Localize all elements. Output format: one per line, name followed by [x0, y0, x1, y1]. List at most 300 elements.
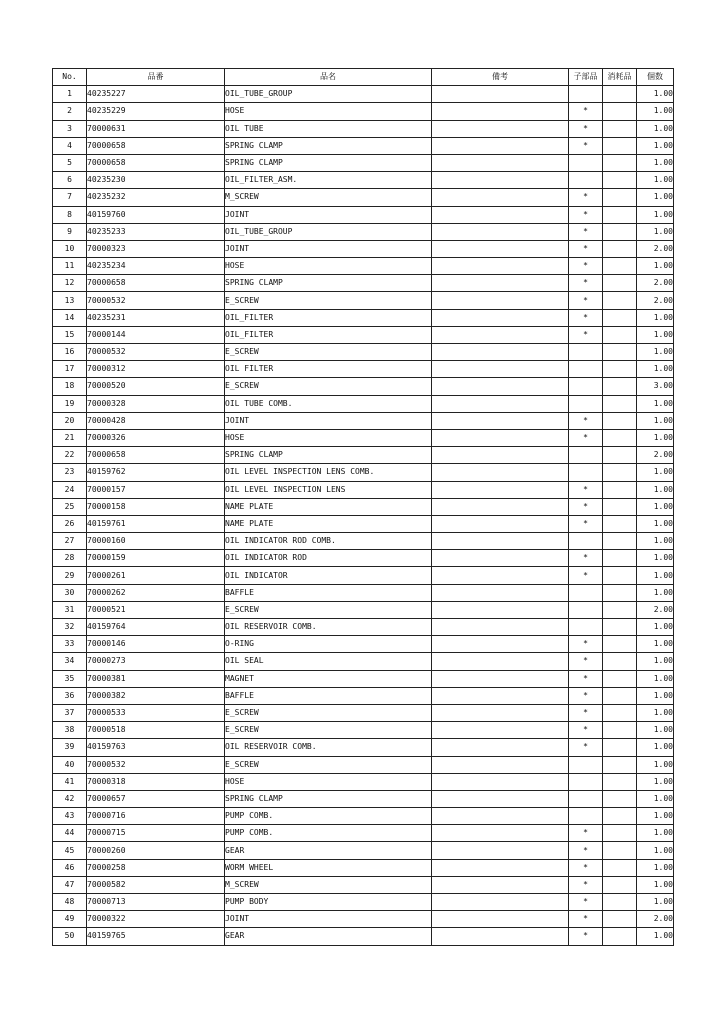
cell-quantity: 1.00: [637, 154, 674, 171]
table-row: [53, 172, 674, 189]
cell-part-name: E_SCREW: [225, 722, 432, 739]
cell-remarks: [432, 842, 569, 859]
table-row: [53, 292, 674, 309]
cell-remarks: [432, 103, 569, 120]
cell-remarks: [432, 825, 569, 842]
cell-no: 48: [53, 894, 87, 911]
cell-no: 9: [53, 223, 87, 240]
cell-quantity: 2.00: [637, 275, 674, 292]
cell-part-number: 70000328: [87, 395, 225, 412]
cell-consumable: [603, 223, 637, 240]
cell-part-name: E_SCREW: [225, 756, 432, 773]
table-row: [53, 756, 674, 773]
cell-sub-part: *: [569, 704, 603, 721]
cell-no: 44: [53, 825, 87, 842]
cell-part-number: 70000322: [87, 911, 225, 928]
cell-part-name: WORM WHEEL: [225, 859, 432, 876]
table-row: [53, 103, 674, 120]
cell-part-number: 70000582: [87, 876, 225, 893]
cell-consumable: [603, 515, 637, 532]
table-row: [53, 636, 674, 653]
cell-sub-part: [569, 464, 603, 481]
cell-remarks: [432, 154, 569, 171]
header-part-name: 品名: [225, 69, 432, 86]
cell-part-name: HOSE: [225, 258, 432, 275]
cell-sub-part: [569, 361, 603, 378]
table-row: [53, 412, 674, 429]
table-row: [53, 344, 674, 361]
cell-part-number: 40159763: [87, 739, 225, 756]
table-row: [53, 584, 674, 601]
cell-remarks: [432, 206, 569, 223]
cell-consumable: [603, 756, 637, 773]
cell-consumable: [603, 601, 637, 618]
cell-remarks: [432, 86, 569, 103]
cell-part-number: 70000382: [87, 687, 225, 704]
cell-part-name: OIL RESERVOIR COMB.: [225, 619, 432, 636]
cell-remarks: [432, 928, 569, 945]
parts-list-table: [52, 68, 674, 946]
cell-sub-part: *: [569, 859, 603, 876]
table-row: [53, 722, 674, 739]
table-row: [53, 550, 674, 567]
table-row: [53, 773, 674, 790]
cell-consumable: [603, 412, 637, 429]
cell-part-name: HOSE: [225, 429, 432, 446]
cell-part-number: 70000532: [87, 756, 225, 773]
cell-part-number: 70000716: [87, 808, 225, 825]
cell-quantity: 1.00: [637, 550, 674, 567]
cell-remarks: [432, 429, 569, 446]
cell-remarks: [432, 172, 569, 189]
cell-part-number: 70000533: [87, 704, 225, 721]
cell-consumable: [603, 378, 637, 395]
cell-part-number: 70000631: [87, 120, 225, 137]
cell-no: 49: [53, 911, 87, 928]
cell-sub-part: [569, 756, 603, 773]
cell-sub-part: [569, 619, 603, 636]
cell-part-number: 40159762: [87, 464, 225, 481]
cell-no: 31: [53, 601, 87, 618]
cell-no: 6: [53, 172, 87, 189]
cell-no: 17: [53, 361, 87, 378]
cell-no: 16: [53, 344, 87, 361]
cell-quantity: 1.00: [637, 120, 674, 137]
cell-part-number: 70000160: [87, 533, 225, 550]
cell-consumable: [603, 429, 637, 446]
cell-part-number: 40159764: [87, 619, 225, 636]
cell-part-number: 70000318: [87, 773, 225, 790]
cell-no: 33: [53, 636, 87, 653]
cell-no: 8: [53, 206, 87, 223]
cell-part-name: OIL INDICATOR ROD: [225, 550, 432, 567]
cell-no: 28: [53, 550, 87, 567]
cell-consumable: [603, 292, 637, 309]
table-row: [53, 859, 674, 876]
cell-sub-part: *: [569, 722, 603, 739]
cell-part-name: PUMP BODY: [225, 894, 432, 911]
cell-no: 11: [53, 258, 87, 275]
cell-sub-part: [569, 344, 603, 361]
header-sub-part: 子部品: [569, 69, 603, 86]
cell-part-number: 70000715: [87, 825, 225, 842]
cell-quantity: 1.00: [637, 739, 674, 756]
cell-quantity: 2.00: [637, 240, 674, 257]
cell-sub-part: *: [569, 206, 603, 223]
table-header-row: [53, 69, 674, 86]
cell-part-number: 70000159: [87, 550, 225, 567]
cell-quantity: 1.00: [637, 172, 674, 189]
cell-sub-part: *: [569, 189, 603, 206]
cell-quantity: 1.00: [637, 189, 674, 206]
cell-sub-part: [569, 154, 603, 171]
cell-part-number: 70000658: [87, 154, 225, 171]
cell-no: 2: [53, 103, 87, 120]
cell-quantity: 1.00: [637, 808, 674, 825]
table-row: [53, 447, 674, 464]
cell-consumable: [603, 687, 637, 704]
cell-part-name: PUMP COMB.: [225, 825, 432, 842]
cell-remarks: [432, 773, 569, 790]
cell-remarks: [432, 739, 569, 756]
cell-part-name: SPRING CLAMP: [225, 275, 432, 292]
cell-no: 34: [53, 653, 87, 670]
cell-part-name: NAME PLATE: [225, 515, 432, 532]
cell-part-number: 70000658: [87, 275, 225, 292]
cell-consumable: [603, 240, 637, 257]
table-row: [53, 361, 674, 378]
cell-consumable: [603, 137, 637, 154]
cell-no: 36: [53, 687, 87, 704]
table-row: [53, 326, 674, 343]
cell-consumable: [603, 859, 637, 876]
cell-remarks: [432, 344, 569, 361]
cell-sub-part: [569, 86, 603, 103]
cell-sub-part: *: [569, 842, 603, 859]
cell-remarks: [432, 911, 569, 928]
cell-quantity: 1.00: [637, 533, 674, 550]
cell-remarks: [432, 619, 569, 636]
cell-remarks: [432, 790, 569, 807]
cell-quantity: 1.00: [637, 206, 674, 223]
table-row: [53, 137, 674, 154]
cell-no: 39: [53, 739, 87, 756]
cell-no: 10: [53, 240, 87, 257]
cell-remarks: [432, 120, 569, 137]
cell-consumable: [603, 808, 637, 825]
cell-quantity: 1.00: [637, 361, 674, 378]
cell-sub-part: *: [569, 309, 603, 326]
table-row: [53, 240, 674, 257]
cell-consumable: [603, 704, 637, 721]
table-row: [53, 739, 674, 756]
cell-part-number: 70000657: [87, 790, 225, 807]
cell-part-number: 70000323: [87, 240, 225, 257]
table-row: [53, 275, 674, 292]
cell-sub-part: *: [569, 687, 603, 704]
cell-consumable: [603, 447, 637, 464]
cell-part-name: M_SCREW: [225, 189, 432, 206]
header-consumable: 消耗品: [603, 69, 637, 86]
table-row: [53, 154, 674, 171]
cell-sub-part: *: [569, 739, 603, 756]
cell-sub-part: [569, 790, 603, 807]
cell-part-name: GEAR: [225, 928, 432, 945]
cell-no: 30: [53, 584, 87, 601]
cell-consumable: [603, 309, 637, 326]
cell-consumable: [603, 653, 637, 670]
cell-no: 37: [53, 704, 87, 721]
cell-no: 50: [53, 928, 87, 945]
cell-quantity: 1.00: [637, 137, 674, 154]
cell-remarks: [432, 292, 569, 309]
cell-sub-part: *: [569, 103, 603, 120]
cell-consumable: [603, 790, 637, 807]
cell-part-number: 70000428: [87, 412, 225, 429]
table-row: [53, 876, 674, 893]
cell-sub-part: *: [569, 292, 603, 309]
cell-quantity: 1.00: [637, 928, 674, 945]
cell-consumable: [603, 567, 637, 584]
cell-part-name: JOINT: [225, 911, 432, 928]
cell-quantity: 1.00: [637, 223, 674, 240]
cell-no: 21: [53, 429, 87, 446]
cell-part-number: 70000658: [87, 137, 225, 154]
cell-sub-part: *: [569, 275, 603, 292]
cell-sub-part: *: [569, 429, 603, 446]
cell-remarks: [432, 395, 569, 412]
cell-part-number: 70000520: [87, 378, 225, 395]
cell-sub-part: *: [569, 258, 603, 275]
cell-part-number: 70000312: [87, 361, 225, 378]
cell-part-number: 70000713: [87, 894, 225, 911]
table-row: [53, 808, 674, 825]
cell-sub-part: *: [569, 326, 603, 343]
cell-part-number: 40235232: [87, 189, 225, 206]
cell-sub-part: [569, 808, 603, 825]
cell-remarks: [432, 722, 569, 739]
cell-part-name: OIL INDICATOR: [225, 567, 432, 584]
cell-quantity: 1.00: [637, 464, 674, 481]
cell-sub-part: *: [569, 825, 603, 842]
cell-remarks: [432, 670, 569, 687]
cell-quantity: 1.00: [637, 670, 674, 687]
cell-sub-part: *: [569, 653, 603, 670]
cell-part-number: 70000658: [87, 447, 225, 464]
cell-part-name: OIL INDICATOR ROD COMB.: [225, 533, 432, 550]
cell-no: 45: [53, 842, 87, 859]
cell-remarks: [432, 378, 569, 395]
cell-consumable: [603, 464, 637, 481]
cell-sub-part: [569, 584, 603, 601]
cell-no: 23: [53, 464, 87, 481]
cell-sub-part: *: [569, 498, 603, 515]
cell-no: 1: [53, 86, 87, 103]
cell-sub-part: *: [569, 911, 603, 928]
cell-no: 35: [53, 670, 87, 687]
cell-quantity: 1.00: [637, 515, 674, 532]
cell-part-name: OIL_FILTER: [225, 309, 432, 326]
cell-sub-part: [569, 395, 603, 412]
table-row: [53, 309, 674, 326]
cell-quantity: 1.00: [637, 258, 674, 275]
cell-remarks: [432, 584, 569, 601]
cell-part-number: 40235230: [87, 172, 225, 189]
cell-quantity: 2.00: [637, 292, 674, 309]
cell-sub-part: *: [569, 876, 603, 893]
cell-sub-part: *: [569, 550, 603, 567]
cell-remarks: [432, 326, 569, 343]
cell-part-number: 40159760: [87, 206, 225, 223]
cell-no: 12: [53, 275, 87, 292]
table-row: [53, 258, 674, 275]
table-row: [53, 670, 674, 687]
cell-no: 41: [53, 773, 87, 790]
cell-part-name: OIL_TUBE_GROUP: [225, 223, 432, 240]
cell-quantity: 1.00: [637, 859, 674, 876]
cell-part-name: GEAR: [225, 842, 432, 859]
cell-part-name: O-RING: [225, 636, 432, 653]
cell-quantity: 1.00: [637, 687, 674, 704]
cell-part-name: E_SCREW: [225, 292, 432, 309]
cell-quantity: 1.00: [637, 344, 674, 361]
cell-part-name: NAME PLATE: [225, 498, 432, 515]
cell-part-name: OIL TUBE COMB.: [225, 395, 432, 412]
cell-remarks: [432, 567, 569, 584]
cell-part-name: OIL_TUBE_GROUP: [225, 86, 432, 103]
cell-no: 13: [53, 292, 87, 309]
table-row: [53, 567, 674, 584]
cell-remarks: [432, 309, 569, 326]
cell-no: 43: [53, 808, 87, 825]
table-row: [53, 842, 674, 859]
cell-remarks: [432, 687, 569, 704]
cell-quantity: 1.00: [637, 825, 674, 842]
cell-sub-part: *: [569, 515, 603, 532]
cell-quantity: 1.00: [637, 773, 674, 790]
cell-remarks: [432, 361, 569, 378]
table-row: [53, 928, 674, 945]
cell-no: 25: [53, 498, 87, 515]
table-row: [53, 498, 674, 515]
cell-part-name: JOINT: [225, 412, 432, 429]
cell-part-name: M_SCREW: [225, 876, 432, 893]
cell-consumable: [603, 911, 637, 928]
cell-part-number: 40159765: [87, 928, 225, 945]
cell-part-name: OIL_FILTER_ASM.: [225, 172, 432, 189]
cell-no: 42: [53, 790, 87, 807]
cell-remarks: [432, 275, 569, 292]
cell-consumable: [603, 584, 637, 601]
table-row: [53, 429, 674, 446]
cell-part-number: 70000258: [87, 859, 225, 876]
cell-remarks: [432, 756, 569, 773]
cell-quantity: 1.00: [637, 429, 674, 446]
cell-part-number: 70000532: [87, 344, 225, 361]
header-remarks: 備考: [432, 69, 569, 86]
cell-consumable: [603, 842, 637, 859]
cell-part-number: 40235234: [87, 258, 225, 275]
cell-remarks: [432, 876, 569, 893]
cell-consumable: [603, 739, 637, 756]
cell-consumable: [603, 550, 637, 567]
cell-part-number: 70000518: [87, 722, 225, 739]
cell-consumable: [603, 773, 637, 790]
cell-quantity: 1.00: [637, 722, 674, 739]
cell-no: 14: [53, 309, 87, 326]
cell-consumable: [603, 206, 637, 223]
cell-sub-part: [569, 447, 603, 464]
cell-quantity: 1.00: [637, 481, 674, 498]
cell-no: 22: [53, 447, 87, 464]
cell-part-number: 70000146: [87, 636, 225, 653]
cell-no: 46: [53, 859, 87, 876]
cell-part-number: 70000381: [87, 670, 225, 687]
cell-remarks: [432, 601, 569, 618]
table-row: [53, 533, 674, 550]
cell-consumable: [603, 636, 637, 653]
table-row: [53, 378, 674, 395]
cell-part-name: OIL_FILTER: [225, 326, 432, 343]
cell-sub-part: [569, 533, 603, 550]
cell-consumable: [603, 154, 637, 171]
cell-consumable: [603, 670, 637, 687]
header-quantity: 個数: [637, 69, 674, 86]
cell-consumable: [603, 825, 637, 842]
cell-remarks: [432, 859, 569, 876]
table-row: [53, 790, 674, 807]
table-row: [53, 120, 674, 137]
cell-part-number: 70000521: [87, 601, 225, 618]
cell-part-number: 70000262: [87, 584, 225, 601]
header-part-number: 品番: [87, 69, 225, 86]
cell-part-number: 40235227: [87, 86, 225, 103]
cell-no: 3: [53, 120, 87, 137]
cell-part-name: E_SCREW: [225, 378, 432, 395]
cell-remarks: [432, 498, 569, 515]
cell-no: 7: [53, 189, 87, 206]
cell-remarks: [432, 189, 569, 206]
cell-quantity: 2.00: [637, 911, 674, 928]
cell-remarks: [432, 447, 569, 464]
table-row: [53, 653, 674, 670]
cell-consumable: [603, 722, 637, 739]
cell-part-name: JOINT: [225, 240, 432, 257]
cell-no: 24: [53, 481, 87, 498]
cell-part-name: E_SCREW: [225, 704, 432, 721]
cell-remarks: [432, 894, 569, 911]
cell-quantity: 1.00: [637, 790, 674, 807]
cell-quantity: 3.00: [637, 378, 674, 395]
cell-consumable: [603, 395, 637, 412]
table-row: [53, 619, 674, 636]
cell-quantity: 1.00: [637, 103, 674, 120]
cell-sub-part: *: [569, 567, 603, 584]
cell-remarks: [432, 223, 569, 240]
cell-no: 19: [53, 395, 87, 412]
cell-sub-part: *: [569, 412, 603, 429]
cell-part-name: BAFFLE: [225, 584, 432, 601]
cell-quantity: 1.00: [637, 412, 674, 429]
cell-no: 27: [53, 533, 87, 550]
cell-sub-part: *: [569, 670, 603, 687]
cell-part-number: 70000157: [87, 481, 225, 498]
cell-part-name: OIL LEVEL INSPECTION LENS: [225, 481, 432, 498]
cell-remarks: [432, 653, 569, 670]
cell-part-name: SPRING CLAMP: [225, 447, 432, 464]
cell-quantity: 2.00: [637, 601, 674, 618]
cell-part-number: 70000261: [87, 567, 225, 584]
